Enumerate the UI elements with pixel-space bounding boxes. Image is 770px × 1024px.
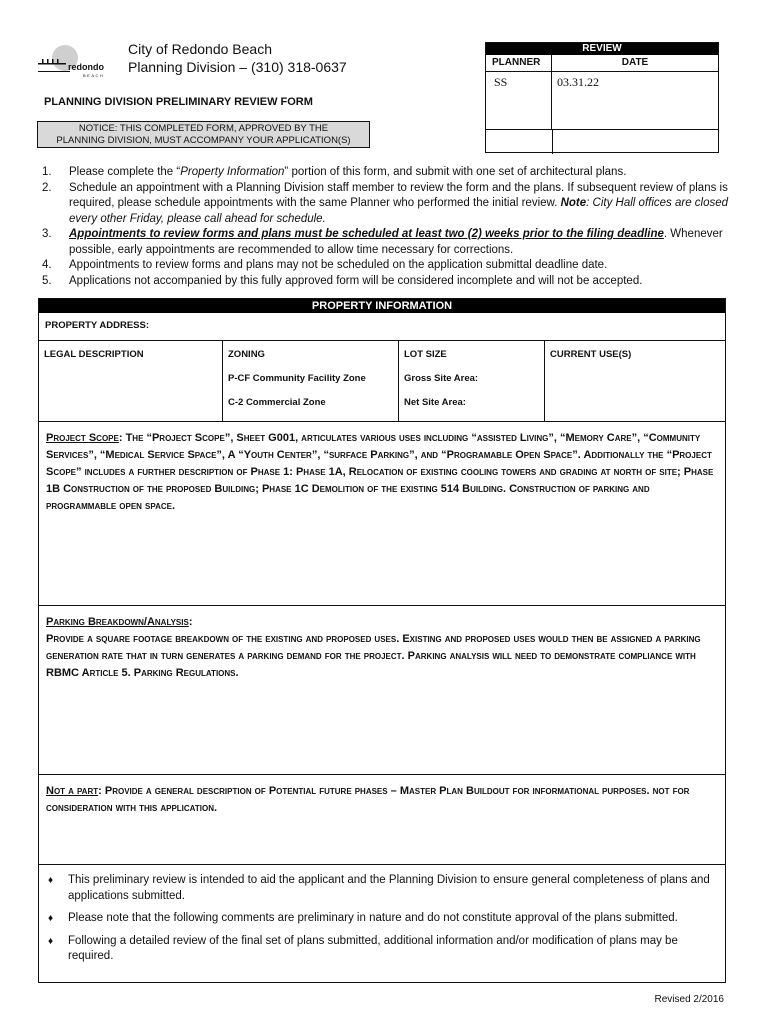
planner-initials-field[interactable]: SS xyxy=(486,72,552,129)
property-information-box xyxy=(38,298,726,983)
disclaimer-text: This preliminary review is intended to aid the applicant and the Planning Division to ensure general completeness of plans and applications submitted. xyxy=(68,874,710,902)
not-a-part-section[interactable] xyxy=(39,775,725,865)
project-scope-text: : The “Project Scope”, Sheet G001, articulates various uses including “assisted Living”, “Memory Care”, “Community Services”, “Medical Service Space”, A “Youth Center”, “surface Parking”, and “Programable Open Space”. Additionally the “Project Scope” includes a further description of Phase 1: Phase 1A, Relocation of existing cooling towers and grading at north of site; Phase 1B Construction of the proposed Building; Phase 1C Demolition of the existing 514 Building. Construction of parking and programmable open space. xyxy=(46,432,714,512)
note-text: : City Hall offices are closed every other Friday, please call ahead for schedule. xyxy=(69,197,729,225)
review-table-header xyxy=(486,55,718,72)
instruction-number: 2. xyxy=(42,181,52,194)
notice-line-2: PLANNING DIVISION, MUST ACCOMPANY YOUR APPLICATION(S) xyxy=(56,135,351,146)
blank-date-cell[interactable] xyxy=(553,130,718,154)
project-scope-title: Project Scope xyxy=(46,432,119,444)
disclaimer-item xyxy=(48,911,715,927)
property-details-row xyxy=(39,341,725,422)
logo-wordmark: redondo xyxy=(68,62,104,72)
disclaimer-list xyxy=(39,865,725,965)
instructions-list xyxy=(42,165,732,289)
legal-description-label: LEGAL DESCRIPTION xyxy=(44,349,144,360)
project-scope-section[interactable] xyxy=(39,422,725,606)
diamond-bullet-icon: ♦ xyxy=(48,913,54,924)
legal-description-field[interactable] xyxy=(39,341,223,421)
instruction-item xyxy=(42,181,732,228)
instruction-emphasis: Property Information xyxy=(180,166,285,178)
planner-column-header: PLANNER xyxy=(486,55,552,71)
instruction-number: 5. xyxy=(42,274,52,287)
parking-breakdown-section[interactable] xyxy=(39,606,725,775)
instruction-text: . Whenever possible, early appointments are recommended to allow time necessary for corrections. xyxy=(69,228,723,256)
disclaimer-text: Please note that the following comments are preliminary in nature and do not constitute approval of the plans submitted. xyxy=(68,912,678,924)
diamond-bullet-icon: ♦ xyxy=(48,935,54,947)
instruction-number: 1. xyxy=(42,166,52,178)
notice-line-1: NOTICE: THIS COMPLETED FORM, APPROVED BY THE xyxy=(78,123,329,134)
review-table-blank-row xyxy=(486,130,718,154)
parking-breakdown-colon: : xyxy=(188,616,193,628)
city-name: City of Redondo Beach xyxy=(128,41,272,57)
review-table-row xyxy=(486,72,718,130)
city-header xyxy=(128,40,347,76)
revision-date: Revised 2/2016 xyxy=(654,994,724,1005)
disclaimer-text: Following a detailed review of the final set of plans submitted, additional information and/or modification of plans may be required. xyxy=(68,934,678,962)
current-uses-field[interactable] xyxy=(545,341,725,421)
parking-breakdown-title: Parking Breakdown/Analysis xyxy=(46,616,189,628)
current-uses-label: CURRENT USE(S) xyxy=(550,349,632,360)
not-a-part-title: Not a part xyxy=(46,785,99,797)
date-column-header: DATE xyxy=(621,57,649,68)
property-address-label: PROPERTY ADDRESS: xyxy=(45,320,149,331)
instruction-item xyxy=(42,227,732,258)
instruction-number: 4. xyxy=(42,259,52,271)
redondo-logo-graphic xyxy=(38,44,124,78)
instruction-item xyxy=(42,165,732,181)
city-logo xyxy=(38,44,124,78)
net-site-area-label: Net Site Area: xyxy=(404,397,466,408)
zoning-value-1: P-CF Community Facility Zone xyxy=(228,373,366,384)
review-table-title: REVIEW xyxy=(486,43,718,55)
instruction-text: Applications not accompanied by this fully approved form will be considered incomplete and will not be accepted. xyxy=(69,274,643,287)
gross-site-area-label: Gross Site Area: xyxy=(404,373,479,384)
blank-planner-cell[interactable] xyxy=(486,130,553,154)
deadline-warning: Appointments to review forms and plans must be scheduled at least two (2) weeks prior to the filing deadline xyxy=(69,228,664,240)
disclaimer-item xyxy=(48,934,715,965)
review-table xyxy=(485,42,719,153)
instruction-number: 3. xyxy=(42,228,52,240)
logo-subtext: BEACH xyxy=(83,73,105,78)
property-address-field[interactable] xyxy=(39,313,725,341)
zoning-field[interactable] xyxy=(223,341,399,421)
instruction-text: Please complete the “ xyxy=(69,166,181,178)
not-a-part-text: : Provide a general description of Potential future phases – Master Plan Buildout for informational purposes. not for consideration with this application. xyxy=(46,785,690,814)
instruction-text: Schedule an appointment with a Planning Division staff member to review the form and the plans. If subsequent review of plans is required, please schedule appointments with the same Planner who performed the initial review. xyxy=(69,181,728,209)
lot-size-label: LOT SIZE xyxy=(404,349,447,360)
division-phone: Planning Division – (310) 318-0637 xyxy=(128,59,347,75)
diamond-bullet-icon: ♦ xyxy=(48,875,54,886)
instruction-item xyxy=(42,258,732,274)
zoning-label: ZONING xyxy=(228,349,265,360)
parking-breakdown-text: Provide a square footage breakdown of the existing and proposed uses. Existing and proposed uses would then be assigned a parking generation rate that in turn generates a parking demand for the project. Parking analysis will need to demonstrate compliance with RBMC Article 5. Parking Regulations. xyxy=(46,633,701,679)
form-title: PLANNING DIVISION PRELIMINARY REVIEW FORM xyxy=(44,96,313,108)
disclaimer-item xyxy=(48,873,715,904)
instruction-text: Appointments to review forms and plans may not be scheduled on the application submittal deadline date. xyxy=(69,259,608,271)
property-information-header: PROPERTY INFORMATION xyxy=(39,299,725,313)
review-date-field[interactable]: 03.31.22 xyxy=(557,75,599,89)
notice-box xyxy=(37,121,370,148)
note-label: Note xyxy=(560,197,587,209)
zoning-value-2: C-2 Commercial Zone xyxy=(228,397,326,408)
instruction-item xyxy=(42,274,732,290)
lot-size-field[interactable] xyxy=(399,341,545,421)
instruction-text: ” portion of this form, and submit with one set of architectural plans. xyxy=(284,166,627,178)
